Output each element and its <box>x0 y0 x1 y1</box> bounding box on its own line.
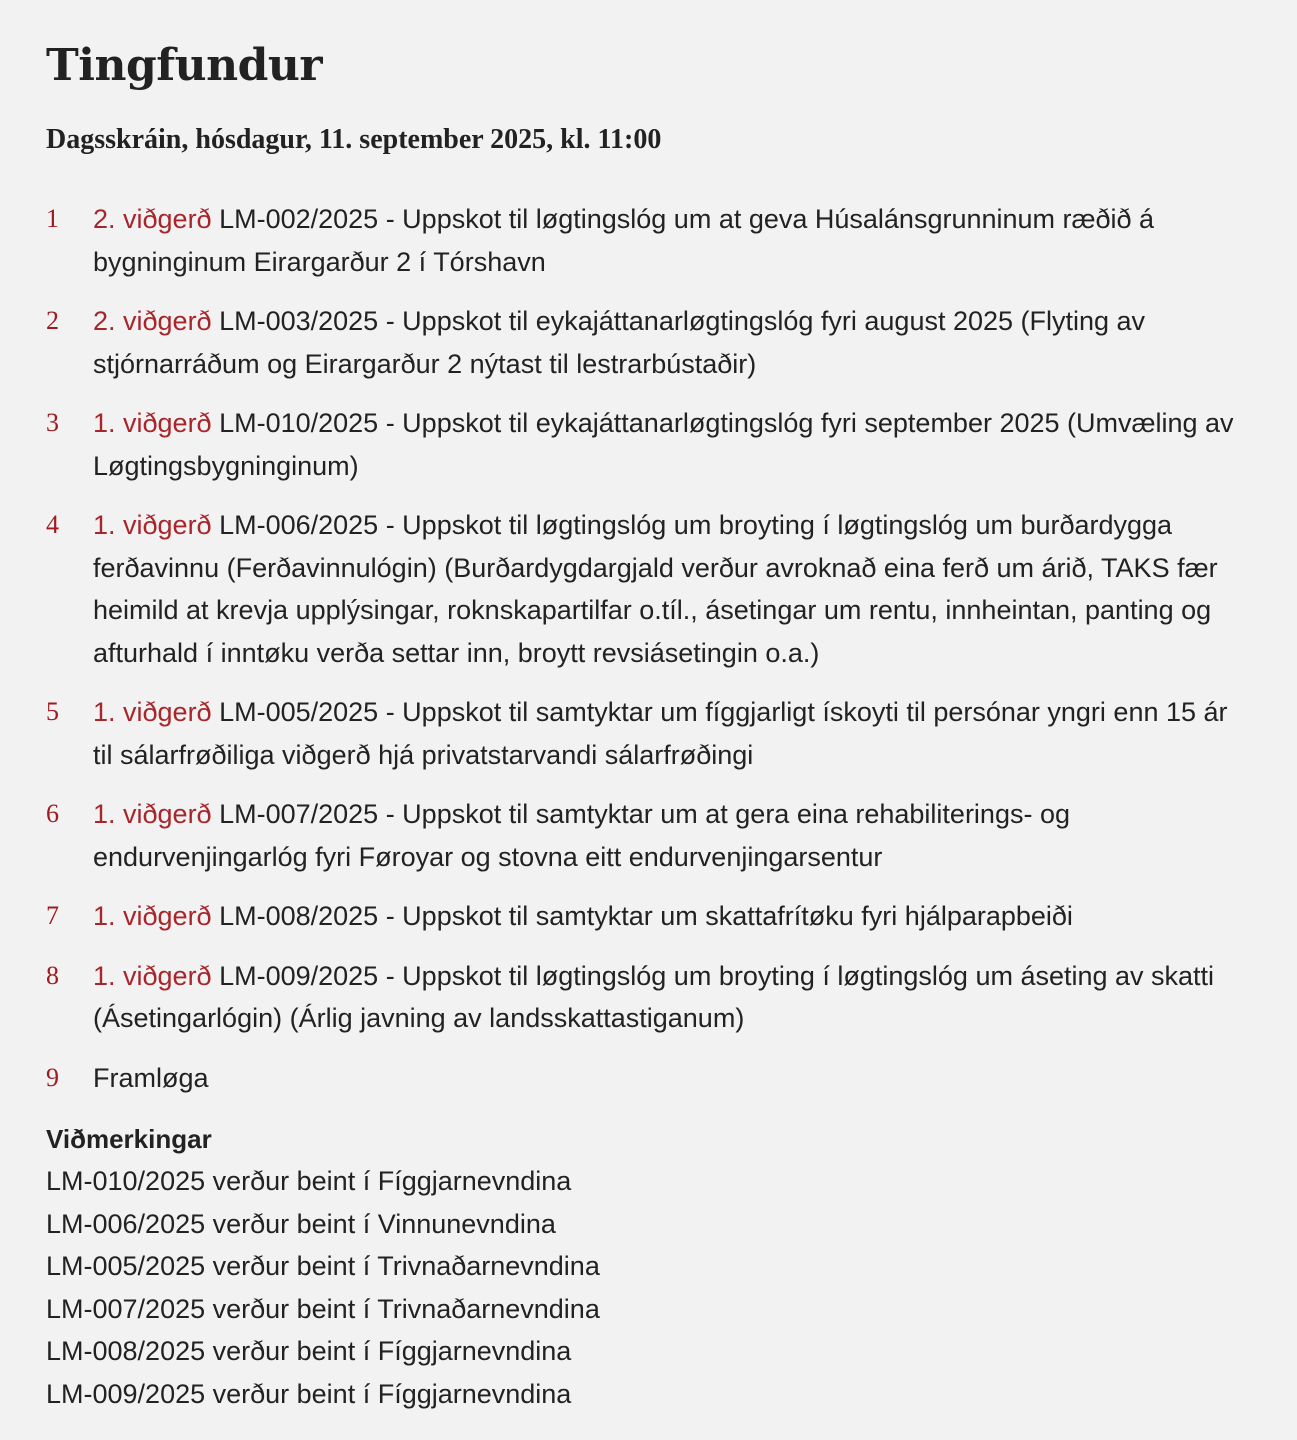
agenda-item-description: LM-003/2025 - Uppskot til eykajáttanarløgtingslóg fyri august 2025 (Flyting av stjórnarráðum og Eirargarður 2 nýtast til lestrarbústaðir) <box>93 306 1146 379</box>
agenda-item-number: 3 <box>46 408 59 437</box>
agenda-item-number: 9 <box>46 1062 59 1092</box>
agenda-item-text <box>93 1057 1251 1100</box>
note-line: LM-006/2025 verður beint í Vinnunevndina <box>46 1208 556 1239</box>
agenda-item <box>46 402 1251 487</box>
agenda-item-description: LM-010/2025 - Uppskot til eykajáttanarløgtingslóg fyri september 2025 (Umvæling av Løgtingsbygninginum) <box>93 408 1234 481</box>
agenda-item-number: 7 <box>46 901 59 930</box>
agenda-item-description: LM-007/2025 - Uppskot til samtyktar um at gera eina rehabiliterings- og endurvenjingarlóg fyri Føroyar og stovna eitt endurvenjingarsentur <box>93 799 1070 872</box>
page-title: Tingfundur <box>46 40 323 91</box>
agenda-item-text <box>93 402 1251 487</box>
reading-label[interactable]: 2. viðgerð <box>93 204 212 234</box>
agenda-item-number: 1 <box>46 204 59 233</box>
note-line: LM-010/2025 verður beint í Fíggjarnevndina <box>46 1166 572 1196</box>
reading-label[interactable]: 1. viðgerð <box>93 901 212 931</box>
note-line: LM-005/2025 verður beint í Trivnaðarnevndina <box>46 1251 600 1281</box>
agenda-item-text <box>93 198 1251 283</box>
reading-label[interactable]: 2. viðgerð <box>93 306 212 336</box>
agenda-item-text <box>93 793 1251 878</box>
note-line: LM-009/2025 verður beint í Fíggjarnevndina <box>46 1378 572 1409</box>
agenda-item-text <box>93 955 1251 1040</box>
reading-label[interactable]: 1. viðgerð <box>93 960 212 991</box>
agenda-item-text <box>93 691 1251 776</box>
agenda-item-description: LM-002/2025 - Uppskot til løgtingslóg um at geva Húsalánsgrunninum ræðið á bygninginum Eirargarður 2 í Tórshavn <box>93 204 1155 277</box>
note-line: LM-007/2025 verður beint í Trivnaðarnevndina <box>46 1293 600 1324</box>
note-line: LM-008/2025 verður beint í Fíggjarnevndina <box>46 1336 572 1366</box>
agenda-item <box>46 504 1251 674</box>
agenda-item-description: LM-009/2025 - Uppskot til løgtingslóg um broyting í løgtingslóg um áseting av skatti (Ásetingarlógin) (Árlig javning av landsskattastiganum) <box>93 960 1215 1033</box>
reading-label[interactable]: 1. viðgerð <box>93 408 212 438</box>
agenda-item <box>46 300 1251 385</box>
agenda-item <box>46 198 1251 283</box>
agenda-item-description: LM-008/2025 - Uppskot til samtyktar um skattafrítøku fyri hjálparарbeiði <box>211 901 1073 931</box>
agenda-item <box>46 1057 1251 1100</box>
reading-label[interactable]: 1. viðgerð <box>93 799 212 829</box>
agenda-item-text <box>93 300 1251 385</box>
agenda-item-number: 6 <box>46 799 59 828</box>
agenda-item-text <box>93 504 1251 674</box>
agenda-list <box>46 198 1251 1099</box>
agenda-item-description: LM-005/2025 - Uppskot til samtyktar um fíggjarligt ískoyti til persónar yngri enn 15 ár til sálarfrøðiliga viðgerð hjá privatstarvandi sálarfrøðingi <box>93 697 1228 770</box>
agenda-item-text <box>93 895 1251 938</box>
notes-heading: Viðmerkingar <box>46 1124 212 1154</box>
reading-label[interactable]: 1. viðgerð <box>93 697 212 727</box>
agenda-item <box>46 691 1251 776</box>
notes-section <box>46 1118 1251 1415</box>
agenda-item-number: 2 <box>46 306 59 335</box>
agenda-item-description: LM-006/2025 - Uppskot til løgtingslóg um broyting í løgtingslóg um burðardygga ferðavinnu (Ferðavinnulógin) (Burðardygdargjald verður avroknað eina ferð um árið, TAKS fær heimild at krevja upplýsingar, roknskapartilfar o.tíl., ásetingar um rentu, innheintan, panting og afturhald í inntøku verða settar inn, broytt revsiásetingin o.a.) <box>93 510 1218 668</box>
agenda-item <box>46 955 1251 1040</box>
agenda-item-number: 4 <box>46 510 59 539</box>
agenda-item-description: Framløga <box>93 1062 209 1093</box>
reading-label[interactable]: 1. viðgerð <box>93 510 212 540</box>
agenda-item-number: 5 <box>46 697 59 726</box>
agenda-item <box>46 895 1251 938</box>
agenda-item <box>46 793 1251 878</box>
page-subtitle: Dagsskráin, hósdagur, 11. september 2025, kl. 11:00 <box>46 124 662 155</box>
agenda-item-number: 8 <box>46 960 59 990</box>
